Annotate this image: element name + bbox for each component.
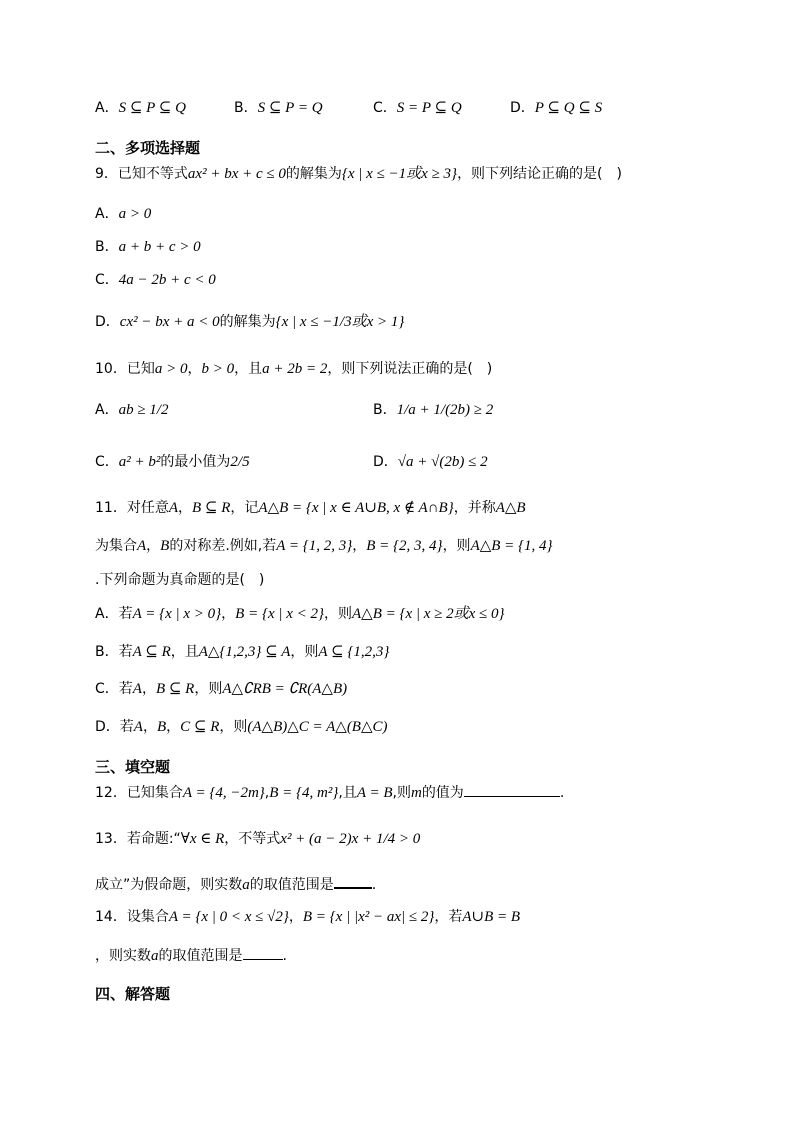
q10-option-a: A．ab ≥ 1/2 (95, 402, 169, 418)
q9-option-a: A．a > 0 (95, 206, 152, 222)
q8-option-d: D．P ⊆ Q ⊆ S (510, 100, 603, 116)
q9-stem: 9．已知不等式ax² + bx + c ≤ 0的解集为{x | x ≤ −1或x ≥ 3}，则下列结论正确的是( ) (95, 166, 622, 182)
q12-answer-blank (464, 782, 560, 797)
q13-answer-blank (334, 873, 372, 889)
q8-option-b: B．S ⊆ P = Q (234, 100, 323, 116)
q11-option-b: B．若A ⊆ R，且A△{1,2,3} ⊆ A，则A ⊆ {1,2,3} (95, 644, 390, 660)
q13-stem-line1: 13．若命题:“∀x ∈ R，不等式x² + (a − 2)x + 1/4 > 0 (95, 831, 421, 847)
q9-option-c: C．4a − 2b + c < 0 (95, 272, 216, 288)
q12-stem: 12．已知集合A = {4, −2m},B = {4, m²},且A = B,则m的值为 . (95, 782, 564, 803)
section-title-fill-blank: 三、填空题 (95, 758, 171, 776)
section-title-multi-choice: 二、多项选择题 (95, 139, 201, 157)
q11-stem-line3: .下列命题为真命题的是( ) (95, 572, 265, 588)
q14-stem-line1: 14．设集合A = {x | 0 < x ≤ √2}，B = {x | |x² − ax| ≤ 2}，若A∪B = B (95, 909, 521, 925)
q10-option-b: B．1/a + 1/(2b) ≥ 2 (373, 402, 494, 418)
q14-answer-blank (243, 945, 283, 960)
section-title-solution: 四、解答题 (95, 985, 171, 1003)
q9-option-d: D．cx² − bx + a < 0的解集为{x | x ≤ −1/3或x > 1} (95, 314, 405, 330)
q10-option-c: C．a² + b²的最小值为2/5 (95, 454, 250, 470)
q8-option-a: A．S ⊆ P ⊆ Q (95, 100, 186, 116)
q11-stem-line1: 11．对任意A，B ⊆ R，记A△B = {x | x ∈ A∪B, x ∉ A∩B}，并称A△B (95, 500, 526, 516)
q9-option-b: B．a + b + c > 0 (95, 239, 201, 255)
q10-stem: 10．已知a > 0，b > 0，且a + 2b = 2，则下列说法正确的是( ) (95, 361, 493, 377)
q11-option-a: A．若A = {x | x > 0}，B = {x | x < 2}，则A△B = {x | x ≥ 2或x ≤ 0} (95, 606, 505, 622)
q13-stem-line2: 成立”为假命题，则实数a的取值范围是 . (95, 873, 376, 895)
q11-option-d: D．若A，B，C ⊆ R，则(A△B)△C = A△(B△C) (95, 719, 388, 735)
q10-option-d: D．√a + √(2b) ≤ 2 (373, 454, 488, 470)
q11-stem-line2: 为集合A，B的对称差.例如,若A = {1, 2, 3}，B = {2, 3, 4}，则A△B = {1, 4} (95, 538, 553, 554)
q14-stem-line2: ，则实数a的取值范围是 . (95, 945, 287, 966)
q11-option-c: C．若A，B ⊆ R，则A△∁RB = ∁R(A△B) (95, 681, 348, 697)
q8-option-c: C．S = P ⊆ Q (373, 100, 462, 116)
